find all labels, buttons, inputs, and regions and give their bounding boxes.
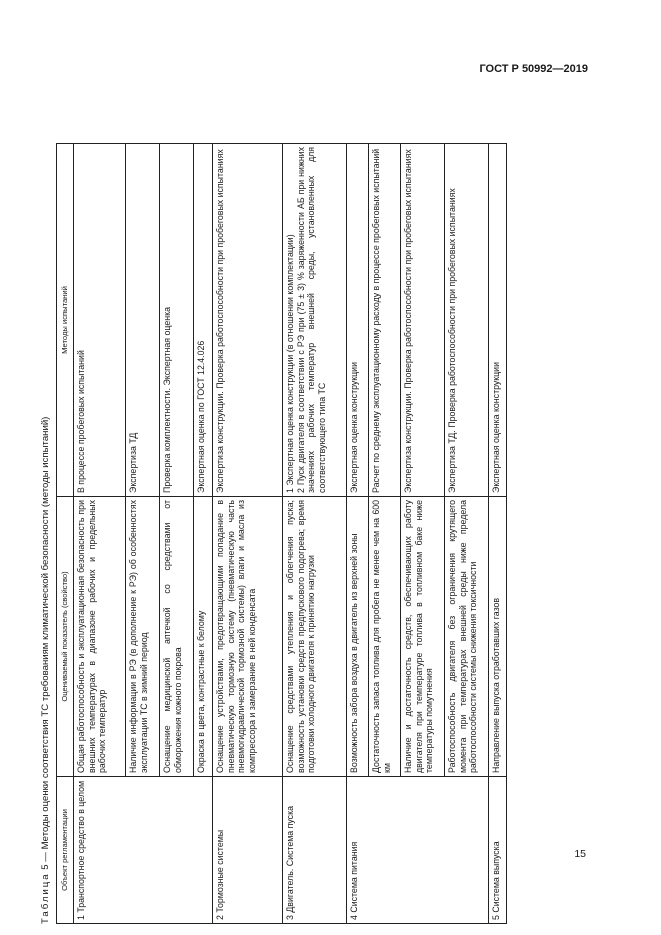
rotated-table-block <box>40 144 510 924</box>
conformity-methods-table <box>56 143 507 924</box>
method-cell: Экспертная оценка конструкции <box>347 144 369 497</box>
method-cell: Экспертная оценка по ГОСТ 12.4.026 <box>194 144 213 497</box>
method-cell: Расчет по среднему эксплуатационному расходу в процессе пробеговых испытаний <box>369 144 401 497</box>
method-cell: Проверка комплектности. Экспертная оценка <box>160 144 194 497</box>
object-cell: 5 Система выпуска <box>489 777 507 924</box>
method-cell: В процессе пробеговых испытаний <box>74 144 126 497</box>
method-cell: Экспертная оценка конструкции <box>489 144 507 497</box>
indicator-cell: Оснащение медицинской аптечкой со средствами от обморожения кожного покрова <box>160 497 194 777</box>
table-caption: Таблица 5 — Методы оценки соответствия ТС требованиям климатической безопасности (методы испытаний) <box>40 416 51 924</box>
page-number: 15 <box>574 848 586 860</box>
table-row <box>347 144 369 924</box>
method-cell: Экспертиза конструкции. Проверка работоспособности при пробеговых испытаниях <box>213 144 283 497</box>
table-row <box>283 144 347 924</box>
method-line: 2 Пуск двигателя в соответствии с РЭ при (75 ± 3) % заряженности АБ при нижних значениях рабочих температур внешней среды, установленных для соответствующего типа ТС <box>295 147 328 493</box>
document-header: ГОСТ Р 50992—2019 <box>479 63 588 75</box>
method-cell: Экспертиза ТД <box>126 144 160 497</box>
object-cell: 3 Двигатель. Система пуска <box>283 777 347 924</box>
column-header-indicator: Оцениваемый показатель (свойство) <box>57 497 74 777</box>
indicator-cell: Работоспособность двигателя без ограничения крутящего момента при температурах внешней среды ниже предела работоспособности системы снижения токсичности <box>445 497 489 777</box>
indicator-cell: Общая работоспособность и эксплуатационная безопасность при внешних температурах в диапазоне рабочих и предельных рабочих температур <box>74 497 126 777</box>
method-line: 1 Экспертная оценка конструкции (в отношении комплектации) <box>285 234 295 493</box>
indicator-cell: Оснащение устройствами, предотвращающими попадание в пневматическую тормозную систему (пневматическую часть пневмогидравлической тормозной системы) влаги и масла из компрессора и замерзание в ней конденсата <box>213 497 283 777</box>
indicator-cell: Направление выпуска отработавших газов <box>489 497 507 777</box>
table-row <box>74 144 126 924</box>
indicator-cell: Возможность забора воздуха в двигатель из верхней зоны <box>347 497 369 777</box>
method-cell <box>283 144 347 497</box>
column-header-methods: Методы испытаний <box>57 144 74 497</box>
column-header-object: Объект регламентации <box>57 777 74 924</box>
table-row <box>213 144 283 924</box>
indicator-cell: Наличие информации в РЭ (в дополнение к РЭ) об особенностях эксплуатации ТС в зимний период <box>126 497 160 777</box>
indicator-cell: Оснащение средствами утепления и облегчения пуска; возможность установки средств предпускового подогрева; время подготовки холодного двигателя к принятию нагрузки <box>283 497 347 777</box>
indicator-cell: Достаточность запаса топлива для пробега не менее чем на 600 км <box>369 497 401 777</box>
indicator-cell: Окраска в цвета, контрастные к белому <box>194 497 213 777</box>
table-row <box>489 144 507 924</box>
method-cell: Экспертиза конструкции. Проверка работоспособности при пробеговых испытаниях <box>401 144 445 497</box>
object-cell: 4 Система питания <box>347 777 489 924</box>
object-cell: 1 Транспортное средство в целом <box>74 777 213 924</box>
method-cell: Экспертиза ТД. Проверка работоспособности при пробеговых испытаниях <box>445 144 489 497</box>
table-header-row <box>57 144 74 924</box>
object-cell: 2 Тормозные системы <box>213 777 283 924</box>
indicator-cell: Наличие и достаточность средств, обеспечивающих работу двигателя при температуре топлива в топливном баке ниже температуры помутнения <box>401 497 445 777</box>
